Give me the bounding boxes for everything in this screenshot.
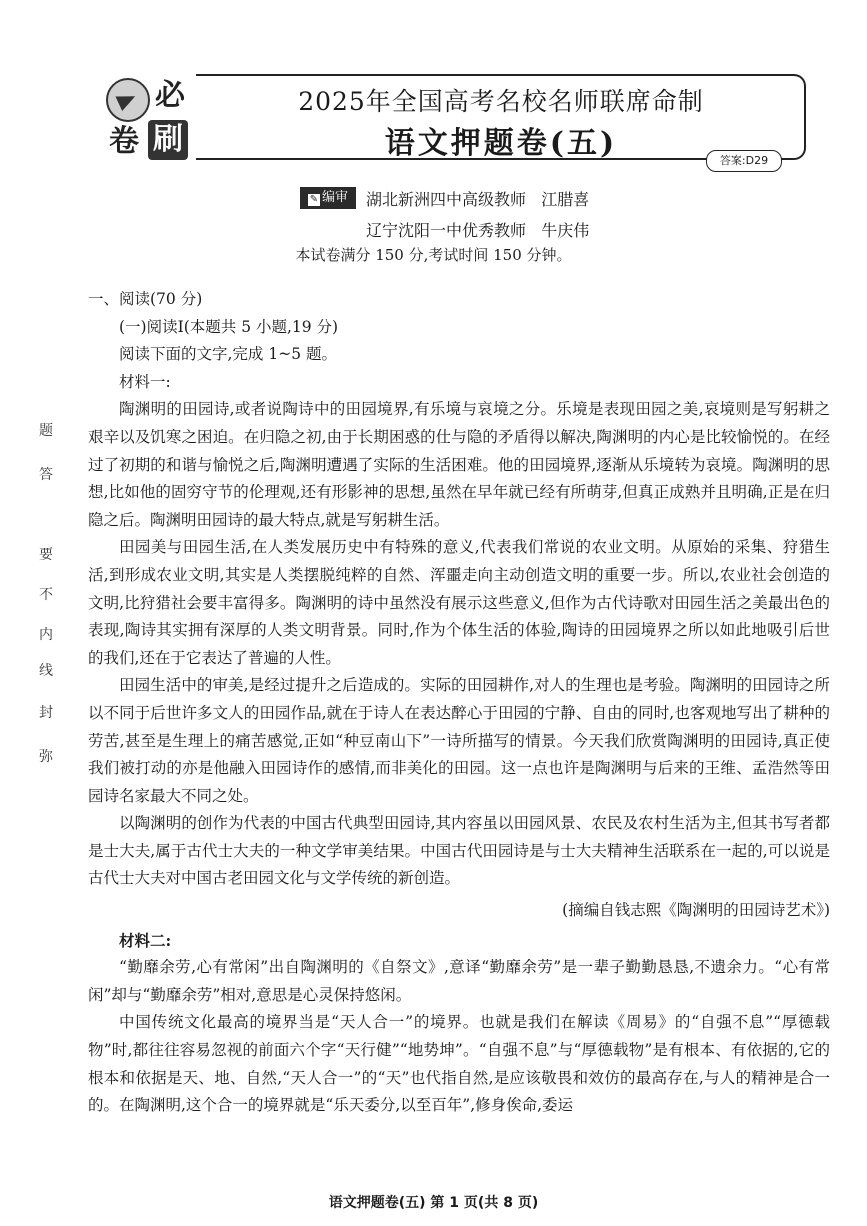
reading-section [88,286,830,1120]
page-subtitle: 语文押题卷(五) [384,126,618,161]
paragraph: 田园美与田园生活,在人类发展历史中有特殊的意义,代表我们常说的农业文明。从原始的采集、狩猎生活,到形成农业文明,其实是人类摆脱纯粹的自然、浑噩走向主动创造文明的重要一步。所以,农业社会创造的文明,比狩猎社会要丰富得多。陶渊明的诗中虽然没有展示这些意义,但作为古代诗歌对田园生活之美最出色的表现,陶诗其实拥有深厚的人类文明背景。同时,作为个体生活的体验,陶诗的田园境界之所以如此地吸引后世的我们,还在于它表达了普遍的人性。 [88,538,830,667]
answer-code-badge: 答案:D29 [706,150,782,172]
margin-char: 弥 [39,749,53,765]
margin-char: 题 [39,423,53,439]
material-label: 材料二: [119,930,172,950]
paragraph: 陶渊明的田园诗,或者说陶诗中的田园境界,有乐境与哀境之分。乐境是表现田园之美,哀境则是写躬耕之艰辛以及饥寒之困迫。在归隐之初,由于长期困惑的仕与隐的矛盾得以解决,陶渊明的内心是比较愉悦的。在经过了初期的和谐与愉悦之后,陶渊明遭遇了实际的生活困难。他的田园境界,逐渐从乐境转为哀境。陶渊明的思想,比如他的固穷守节的伦理观,还有形影神的思想,虽然在早年就已经有所萌芽,但真正成熟并且明确,正是在归隐之后。陶渊明田园诗的最大特点,就是写躬耕生活。 [88,400,830,529]
editor-badge [300,187,356,209]
margin-char: 内 [39,627,53,643]
margin-char: 封 [39,705,53,721]
page-footer: 语文押题卷(五) 第 1 页(共 8 页) [328,1195,539,1211]
margin-char: 答 [39,467,53,483]
editor-line: 辽宁沈阳一中优秀教师 牛庆伟 [366,221,590,240]
page-title: 2025年全国高考名校名师联席命制 [298,87,704,116]
paragraph: “勤靡余劳,心有常闲”出自陶渊明的《自祭文》,意译“勤靡余劳”是一辈子勤勤恳恳,不遗余力。“心有常闲”却与“勤靡余劳”相对,意思是心灵保持悠闲。 [88,958,830,1004]
paragraph: 中国传统文化最高的境界当是“天人合一”的境界。也就是我们在解读《周易》的“自强不息”“厚德载物”时,都往往容易忽视的前面六个字“天行健”“地势坤”。“自强不息”与“厚德载物”是有根本、有依据的,它的根本和依据是天、地、自然,“天人合一”的“天”也代指自然,是应该敬畏和效仿的最高存在,与人的精神是合一的。在陶渊明,这个合一的境界就是“乐天委分,以至百年”,修身俟命,委运 [88,1013,830,1115]
editor-line: 湖北新洲四中高级教师 江腊喜 [366,190,590,209]
logo-arrow-icon [106,78,150,122]
source-citation: (摘编自钱志熙《陶渊明的田园诗艺术》) [562,901,830,920]
pen-icon: ✎ [309,194,319,205]
exam-info: 本试卷满分 150 分,考试时间 150 分钟。 [295,246,572,264]
margin-char: 线 [39,663,53,679]
paragraph: 以陶渊明的创作为代表的中国古代典型田园诗,其内容虽以田园风景、农民及农村生活为主,但其书写者都是士大夫,属于古代士大夫的一种文学审美结果。中国古代田园诗是与士大夫精神生活联系在一起的,可以说是古代士大夫对中国古老田园文化与文学传统的新创造。 [88,814,830,888]
editor-badge-label: 编审 [321,190,348,205]
logo-char: 卷 [109,124,139,159]
material-label: 材料一: [119,372,171,391]
subsection-heading: (一)阅读Ⅰ(本题共 5 小题,19 分) [119,317,339,336]
brand-logo [100,72,196,164]
paragraph: 田园生活中的审美,是经过提升之后造成的。实际的田园耕作,对人的生理也是考验。陶渊明的田园诗之所以不同于后世许多文人的田园作品,就在于诗人在表达醉心于田园的宁静、自由的同时,也客观地写出了耕种的劳苦,甚至是生理上的痛苦感觉,正如“种豆南山下”一诗所描写的情景。今天我们欣赏陶渊明的田园诗,真正使我们被打动的亦是他融入田园诗作的感情,而非美化的田园。这一点也许是陶渊明与后来的王维、孟浩然等田园诗名家最大不同之处。 [88,676,830,805]
logo-char: 必 [155,78,185,113]
margin-char: 要 [39,547,53,563]
logo-char: 刷 [148,120,188,160]
instruction: 阅读下面的文字,完成 1~5 题。 [119,345,337,364]
margin-char: 不 [39,587,53,603]
section-heading: 一、阅读(70 分) [88,290,203,308]
